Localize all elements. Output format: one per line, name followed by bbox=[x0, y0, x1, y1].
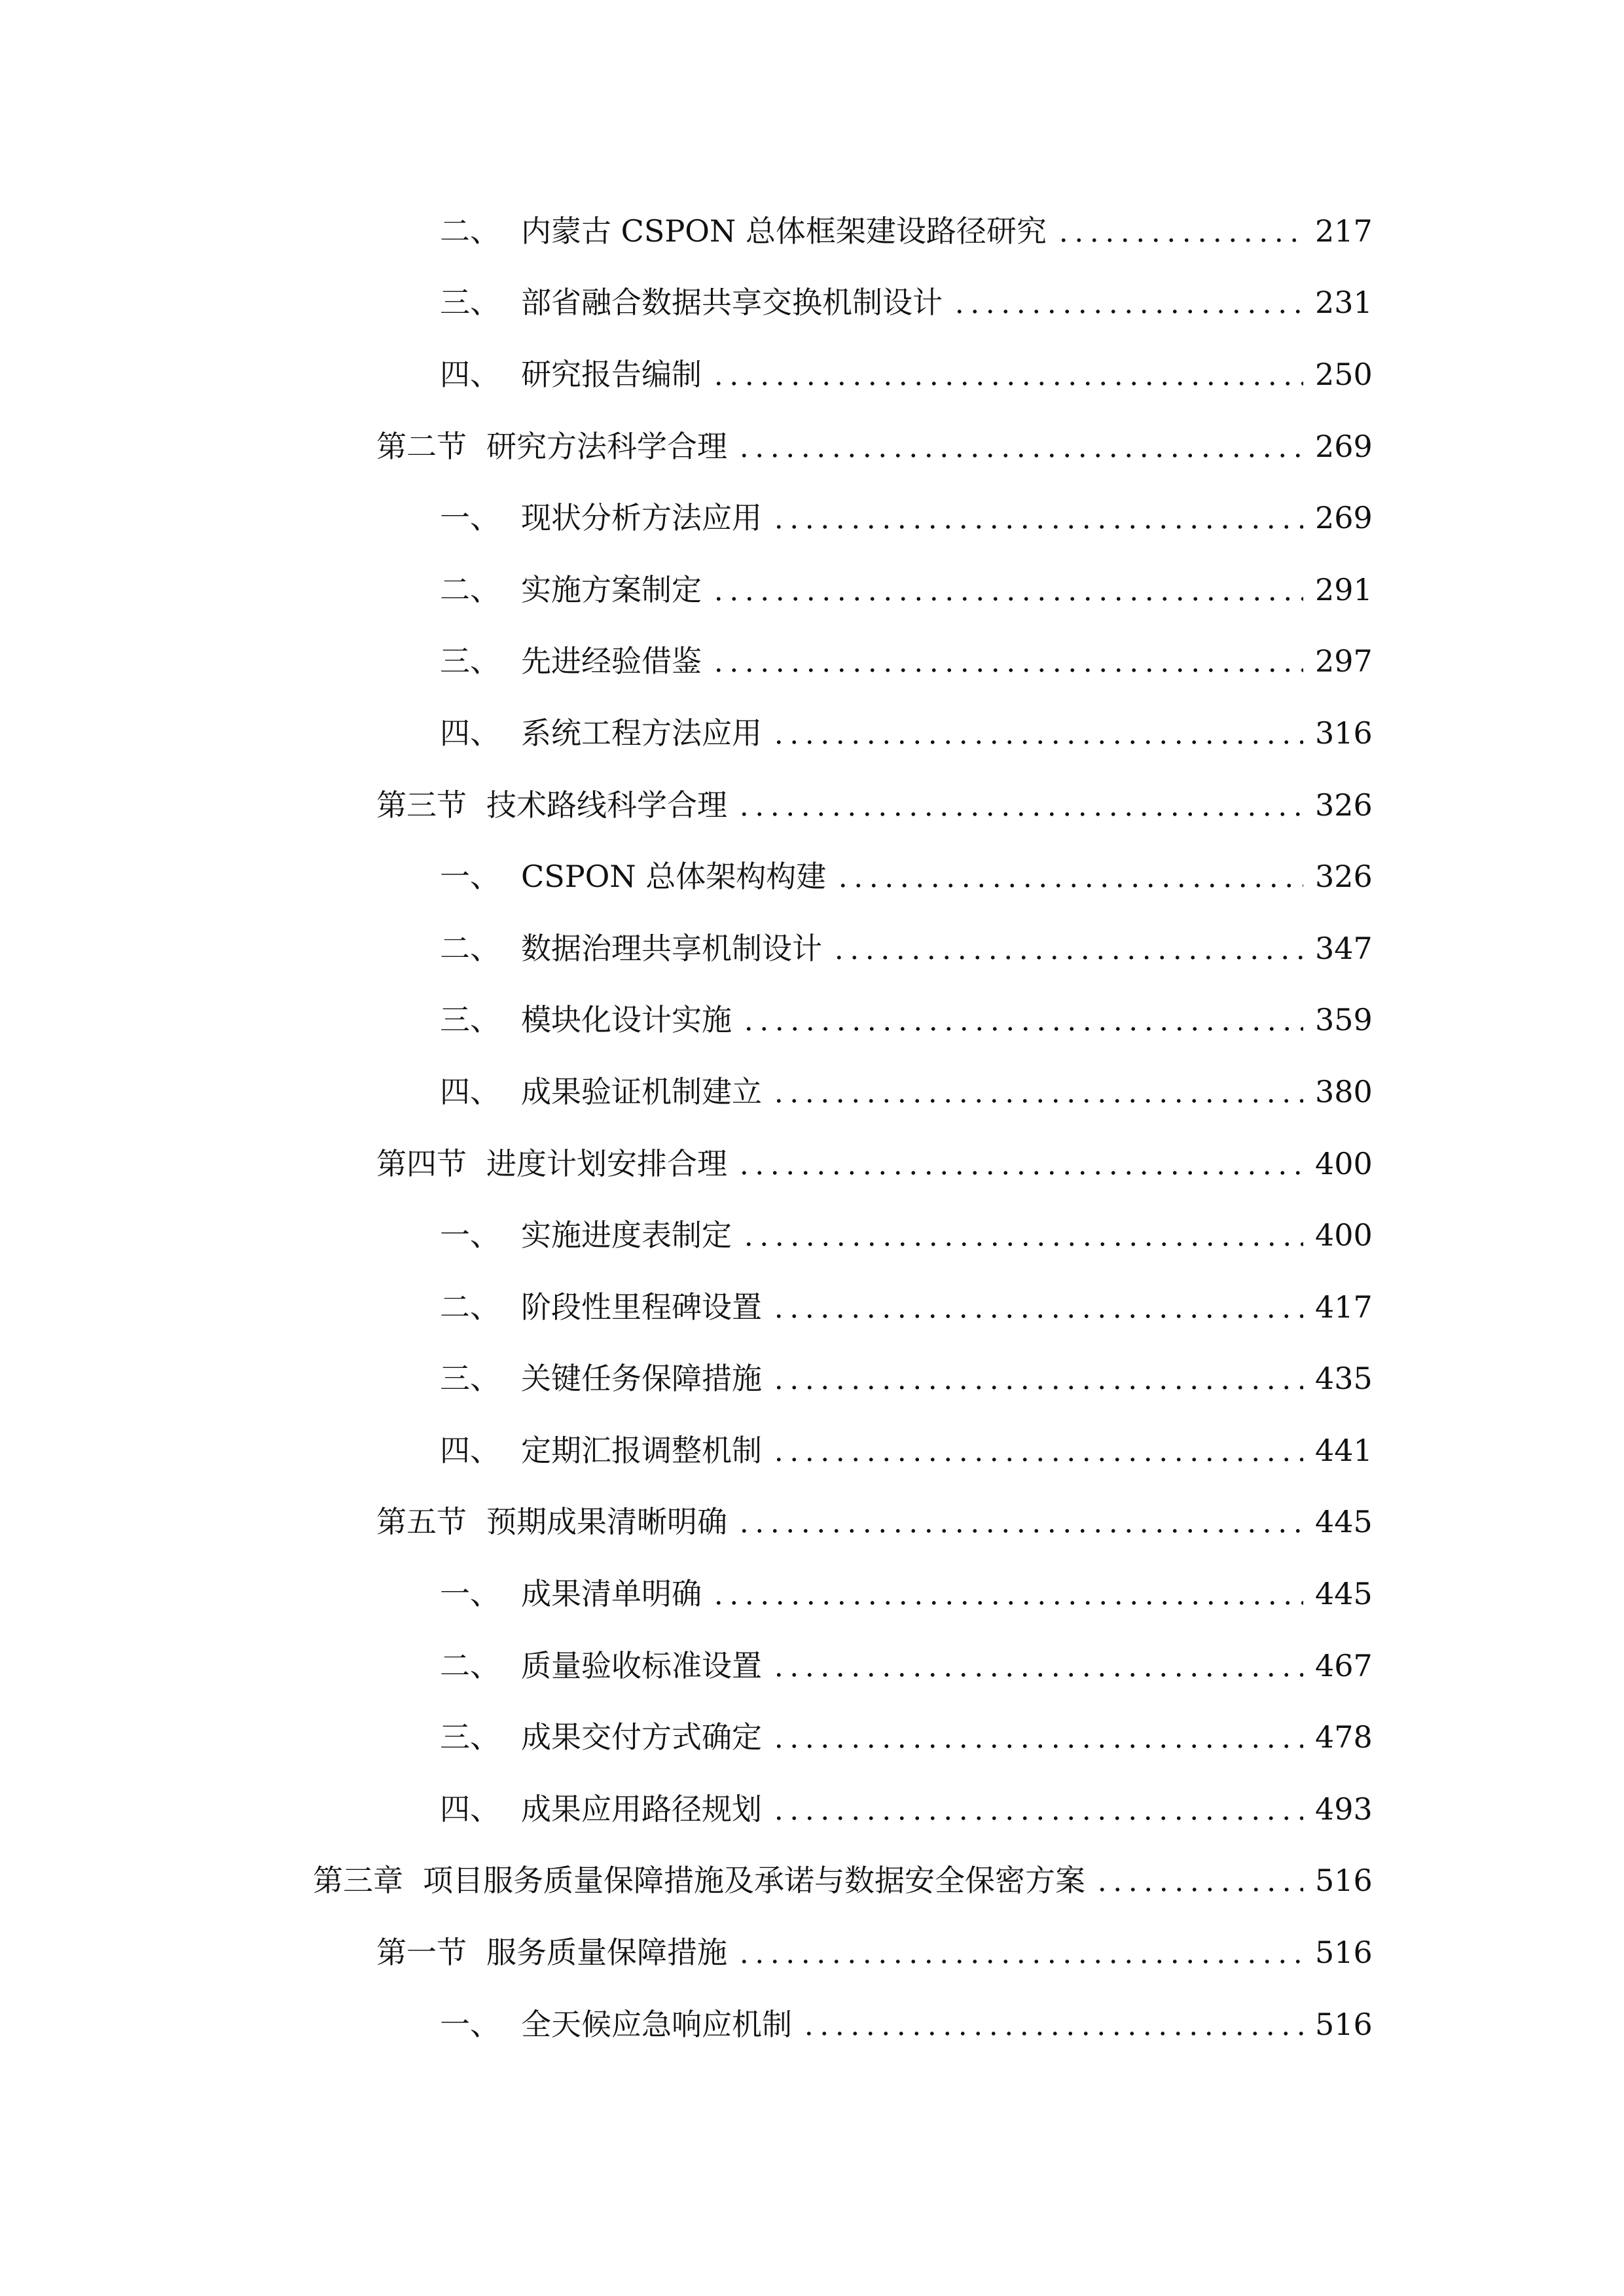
toc-entry[interactable] bbox=[0, 626, 1624, 698]
toc-entry[interactable] bbox=[0, 195, 1624, 267]
toc-entry-title: 全天候应急响应机制 bbox=[521, 2006, 792, 2042]
toc-entry-number: 二、 bbox=[440, 1647, 500, 1683]
toc-entry-page: 269 bbox=[1315, 500, 1373, 536]
toc-entry-page: 316 bbox=[1315, 715, 1373, 751]
toc-entry[interactable] bbox=[0, 1558, 1624, 1630]
dot-leader bbox=[801, 2030, 1303, 2037]
toc-entry-page: 326 bbox=[1315, 859, 1373, 895]
toc-entry-title: 成果应用路径规划 bbox=[521, 1791, 762, 1827]
toc-entry-title: 项目服务质量保障措施及承诺与数据安全保密方案 bbox=[423, 1863, 1085, 1899]
toc-entry[interactable] bbox=[0, 1271, 1624, 1343]
toc-entry-page: 291 bbox=[1315, 571, 1373, 607]
dot-leader bbox=[736, 1958, 1303, 1965]
toc-entry[interactable] bbox=[0, 1199, 1624, 1271]
dot-leader bbox=[771, 1672, 1303, 1678]
toc-section-entry[interactable] bbox=[0, 769, 1624, 841]
dot-leader bbox=[736, 452, 1303, 459]
toc-entry-title: 进度计划安排合理 bbox=[486, 1145, 727, 1181]
toc-entry-number: 二、 bbox=[440, 213, 500, 249]
toc-entry[interactable] bbox=[0, 912, 1624, 984]
toc-entry-page: 445 bbox=[1315, 1504, 1373, 1540]
dot-leader bbox=[741, 1026, 1303, 1032]
toc-entry[interactable] bbox=[0, 697, 1624, 769]
toc-entry-page: 217 bbox=[1315, 213, 1373, 249]
toc-entry-page: 400 bbox=[1315, 1217, 1373, 1253]
toc-entry-title: 定期汇报调整机制 bbox=[521, 1432, 762, 1468]
toc-entry-number: 一、 bbox=[440, 2006, 500, 2042]
toc-entry-page: 250 bbox=[1315, 356, 1373, 392]
dot-leader bbox=[831, 954, 1303, 961]
toc-entry-page: 417 bbox=[1315, 1289, 1373, 1325]
toc-entry-page: 478 bbox=[1315, 1719, 1373, 1755]
toc-entry-title: 关键任务保障措施 bbox=[521, 1361, 762, 1397]
toc-entry-title: 研究报告编制 bbox=[521, 356, 702, 392]
toc-entry-number: 四、 bbox=[440, 1791, 500, 1827]
toc-entry[interactable] bbox=[0, 482, 1624, 554]
toc-entry-page: 516 bbox=[1315, 1935, 1373, 1971]
toc-entry-title: 实施进度表制定 bbox=[521, 1217, 732, 1253]
toc-entry-number: 第四节 bbox=[376, 1145, 467, 1181]
toc-entry[interactable] bbox=[0, 1630, 1624, 1702]
toc-entry-title: 服务质量保障措施 bbox=[486, 1935, 727, 1971]
toc-entry-number: 三、 bbox=[440, 1719, 500, 1755]
dot-leader bbox=[736, 811, 1303, 817]
dot-leader bbox=[711, 667, 1303, 673]
toc-entry-number: 四、 bbox=[440, 356, 500, 392]
toc-entry[interactable] bbox=[0, 554, 1624, 626]
toc-entry-title: 现状分析方法应用 bbox=[521, 500, 762, 536]
toc-entry-page: 347 bbox=[1315, 930, 1373, 966]
toc-entry-page: 231 bbox=[1315, 285, 1373, 321]
toc-entry-number: 第二节 bbox=[376, 428, 467, 464]
toc-entry-number: 一、 bbox=[440, 859, 500, 895]
toc-entry-title: 技术路线科学合理 bbox=[486, 787, 727, 823]
dot-leader bbox=[1094, 1886, 1303, 1893]
toc-entry-title: 部省融合数据共享交换机制设计 bbox=[521, 285, 943, 321]
toc-entry-title: 先进经验借鉴 bbox=[521, 643, 702, 679]
toc-entry[interactable] bbox=[0, 267, 1624, 339]
toc-entry-page: 297 bbox=[1315, 643, 1373, 679]
toc-entry-number: 四、 bbox=[440, 715, 500, 751]
dot-leader bbox=[1056, 237, 1303, 243]
dot-leader bbox=[736, 1170, 1303, 1176]
toc-entry-title: 数据治理共享机制设计 bbox=[521, 930, 822, 966]
toc-entry[interactable] bbox=[0, 1343, 1624, 1415]
toc-entry-number: 二、 bbox=[440, 930, 500, 966]
toc-entry-number: 三、 bbox=[440, 1002, 500, 1038]
toc-entry-page: 326 bbox=[1315, 787, 1373, 823]
toc-entry[interactable] bbox=[0, 1414, 1624, 1486]
table-of-contents bbox=[0, 195, 1624, 2060]
toc-entry-number: 第三章 bbox=[313, 1863, 403, 1899]
toc-entry-page: 269 bbox=[1315, 428, 1373, 464]
toc-entry[interactable] bbox=[0, 1056, 1624, 1128]
toc-entry-title: 阶段性里程碑设置 bbox=[521, 1289, 762, 1325]
toc-entry-title: CSPON 总体架构构建 bbox=[521, 859, 827, 895]
toc-entry-title: 实施方案制定 bbox=[521, 571, 702, 607]
dot-leader bbox=[771, 1815, 1303, 1821]
toc-entry-page: 400 bbox=[1315, 1145, 1373, 1181]
toc-entry-page: 493 bbox=[1315, 1791, 1373, 1827]
toc-entry-title: 成果清单明确 bbox=[521, 1576, 702, 1612]
toc-entry-number: 二、 bbox=[440, 1289, 500, 1325]
toc-entry-title: 系统工程方法应用 bbox=[521, 715, 762, 751]
toc-entry[interactable] bbox=[0, 338, 1624, 410]
toc-section-entry[interactable] bbox=[0, 1916, 1624, 1988]
toc-entry[interactable] bbox=[0, 984, 1624, 1056]
toc-entry-number: 一、 bbox=[440, 1217, 500, 1253]
toc-entry-number: 一、 bbox=[440, 500, 500, 536]
toc-entry-number: 三、 bbox=[440, 285, 500, 321]
toc-section-entry[interactable] bbox=[0, 1128, 1624, 1200]
toc-entry-number: 四、 bbox=[440, 1073, 500, 1109]
toc-chapter-entry[interactable] bbox=[0, 1845, 1624, 1917]
toc-entry-number: 第一节 bbox=[376, 1935, 467, 1971]
toc-entry-title: 预期成果清晰明确 bbox=[486, 1504, 727, 1540]
dot-leader bbox=[771, 1313, 1303, 1319]
toc-entry-page: 435 bbox=[1315, 1361, 1373, 1397]
dot-leader bbox=[736, 1528, 1303, 1534]
toc-entry-page: 516 bbox=[1315, 2006, 1373, 2042]
toc-entry-title: 质量验收标准设置 bbox=[521, 1647, 762, 1683]
dot-leader bbox=[952, 308, 1303, 315]
dot-leader bbox=[771, 1743, 1303, 1749]
dot-leader bbox=[771, 1384, 1303, 1391]
dot-leader bbox=[711, 1600, 1303, 1606]
toc-entry-page: 359 bbox=[1315, 1002, 1373, 1038]
toc-entry-page: 516 bbox=[1315, 1863, 1373, 1899]
toc-entry-number: 第五节 bbox=[376, 1504, 467, 1540]
dot-leader bbox=[711, 380, 1303, 387]
toc-entry-number: 二、 bbox=[440, 571, 500, 607]
toc-entry-number: 第三节 bbox=[376, 787, 467, 823]
toc-entry[interactable] bbox=[0, 1701, 1624, 1773]
dot-leader bbox=[771, 524, 1303, 530]
toc-entry-number: 四、 bbox=[440, 1432, 500, 1468]
toc-entry-page: 445 bbox=[1315, 1576, 1373, 1612]
dot-leader bbox=[741, 1241, 1303, 1247]
dot-leader bbox=[711, 596, 1303, 602]
toc-entry-number: 三、 bbox=[440, 1361, 500, 1397]
toc-entry[interactable] bbox=[0, 1988, 1624, 2060]
toc-entry-title: 模块化设计实施 bbox=[521, 1002, 732, 1038]
dot-leader bbox=[835, 882, 1303, 889]
toc-entry-number: 一、 bbox=[440, 1576, 500, 1612]
toc-entry[interactable] bbox=[0, 1773, 1624, 1845]
dot-leader bbox=[771, 1456, 1303, 1463]
toc-entry-title: 内蒙古 CSPON 总体框架建设路径研究 bbox=[521, 213, 1047, 249]
toc-entry-title: 成果交付方式确定 bbox=[521, 1719, 762, 1755]
dot-leader bbox=[771, 1098, 1303, 1104]
toc-entry-page: 441 bbox=[1315, 1432, 1373, 1468]
toc-entry-title: 研究方法科学合理 bbox=[486, 428, 727, 464]
toc-entry-page: 380 bbox=[1315, 1073, 1373, 1109]
toc-section-entry[interactable] bbox=[0, 410, 1624, 482]
toc-entry-page: 467 bbox=[1315, 1647, 1373, 1683]
dot-leader bbox=[771, 739, 1303, 745]
toc-entry-title: 成果验证机制建立 bbox=[521, 1073, 762, 1109]
toc-entry-number: 三、 bbox=[440, 643, 500, 679]
toc-section-entry[interactable] bbox=[0, 1486, 1624, 1558]
toc-entry[interactable] bbox=[0, 840, 1624, 912]
